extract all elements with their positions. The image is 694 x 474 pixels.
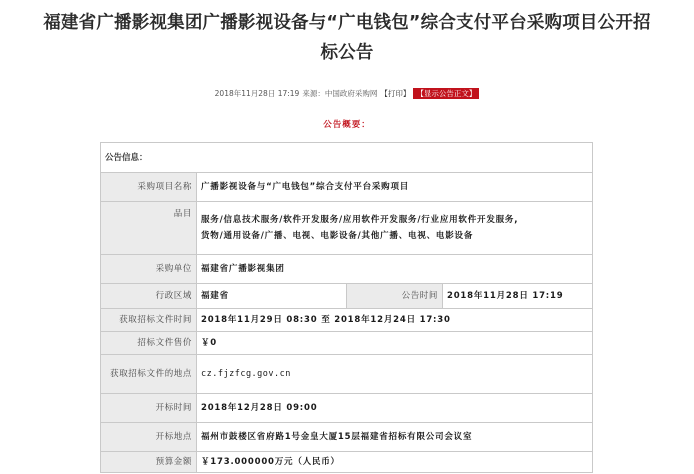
table-row — [101, 355, 593, 394]
field-label: 预算金额 — [101, 452, 197, 473]
table-row — [101, 284, 593, 309]
table-row — [101, 452, 593, 473]
field-value: 福建省 — [197, 284, 347, 309]
field-value: 福建省广播影视集团 — [197, 255, 593, 284]
field-value: 2018年12月28日 09:00 — [197, 394, 593, 423]
field-value: 2018年11月29日 08:30 至 2018年12月24日 17:30 — [197, 309, 593, 332]
field-label: 开标时间 — [101, 394, 197, 423]
table-row — [101, 332, 593, 355]
publish-datetime: 2018年11月28日 17:19 — [214, 89, 300, 98]
category-line-1: 服务/信息技术服务/软件开发服务/应用软件开发服务/行业应用软件开发服务, — [201, 215, 519, 225]
field-label: 招标文件售价 — [101, 332, 197, 355]
category-line-2: 货物/通用设备/广播、电视、电影设备/其他广播、电视、电影设备 — [201, 231, 474, 241]
field-label: 获取招标文件时间 — [101, 309, 197, 332]
table-row — [101, 202, 593, 255]
table-row — [101, 173, 593, 202]
announcement-info-table — [100, 142, 593, 473]
table-section-row — [101, 143, 593, 173]
page-title-line-1: 福建省广播影视集团广播影视设备与“广电钱包”综合支付平台采购项目公开招 — [43, 13, 651, 33]
field-value: 广播影视设备与“广电钱包”综合支付平台采购项目 — [197, 173, 593, 202]
page-title-line-2: 标公告 — [320, 43, 374, 63]
print-link[interactable]: 【打印】 — [380, 89, 411, 98]
table-row — [101, 255, 593, 284]
source-label: 来源： — [302, 89, 325, 98]
summary-heading: 公告概要： — [323, 120, 371, 130]
table-row — [101, 309, 593, 332]
field-label: 品目 — [101, 202, 197, 255]
field-value — [197, 202, 593, 255]
announcement-meta — [0, 88, 694, 100]
field-value: 福州市鼓楼区省府路1号金皇大厦15层福建省招标有限公司会议室 — [197, 423, 593, 452]
source-name: 中国政府采购网 — [324, 89, 378, 98]
field-value: cz.fjzfcg.gov.cn — [197, 355, 593, 394]
field-value: ￥173.000000万元（人民币） — [197, 452, 593, 473]
field-label: 采购项目名称 — [101, 173, 197, 202]
table-row — [101, 423, 593, 452]
field-label: 采购单位 — [101, 255, 197, 284]
section-label: 公告信息： — [101, 143, 593, 173]
table-row — [101, 394, 593, 423]
field-label: 获取招标文件的地点 — [101, 355, 197, 394]
field-value: 2018年11月28日 17:19 — [443, 284, 593, 309]
page-title — [0, 8, 694, 68]
field-label: 开标地点 — [101, 423, 197, 452]
field-label: 公告时间 — [347, 284, 443, 309]
field-label: 行政区域 — [101, 284, 197, 309]
show-full-text-button[interactable]: 【显示公告正文】 — [413, 88, 479, 99]
field-value: ￥0 — [197, 332, 593, 355]
